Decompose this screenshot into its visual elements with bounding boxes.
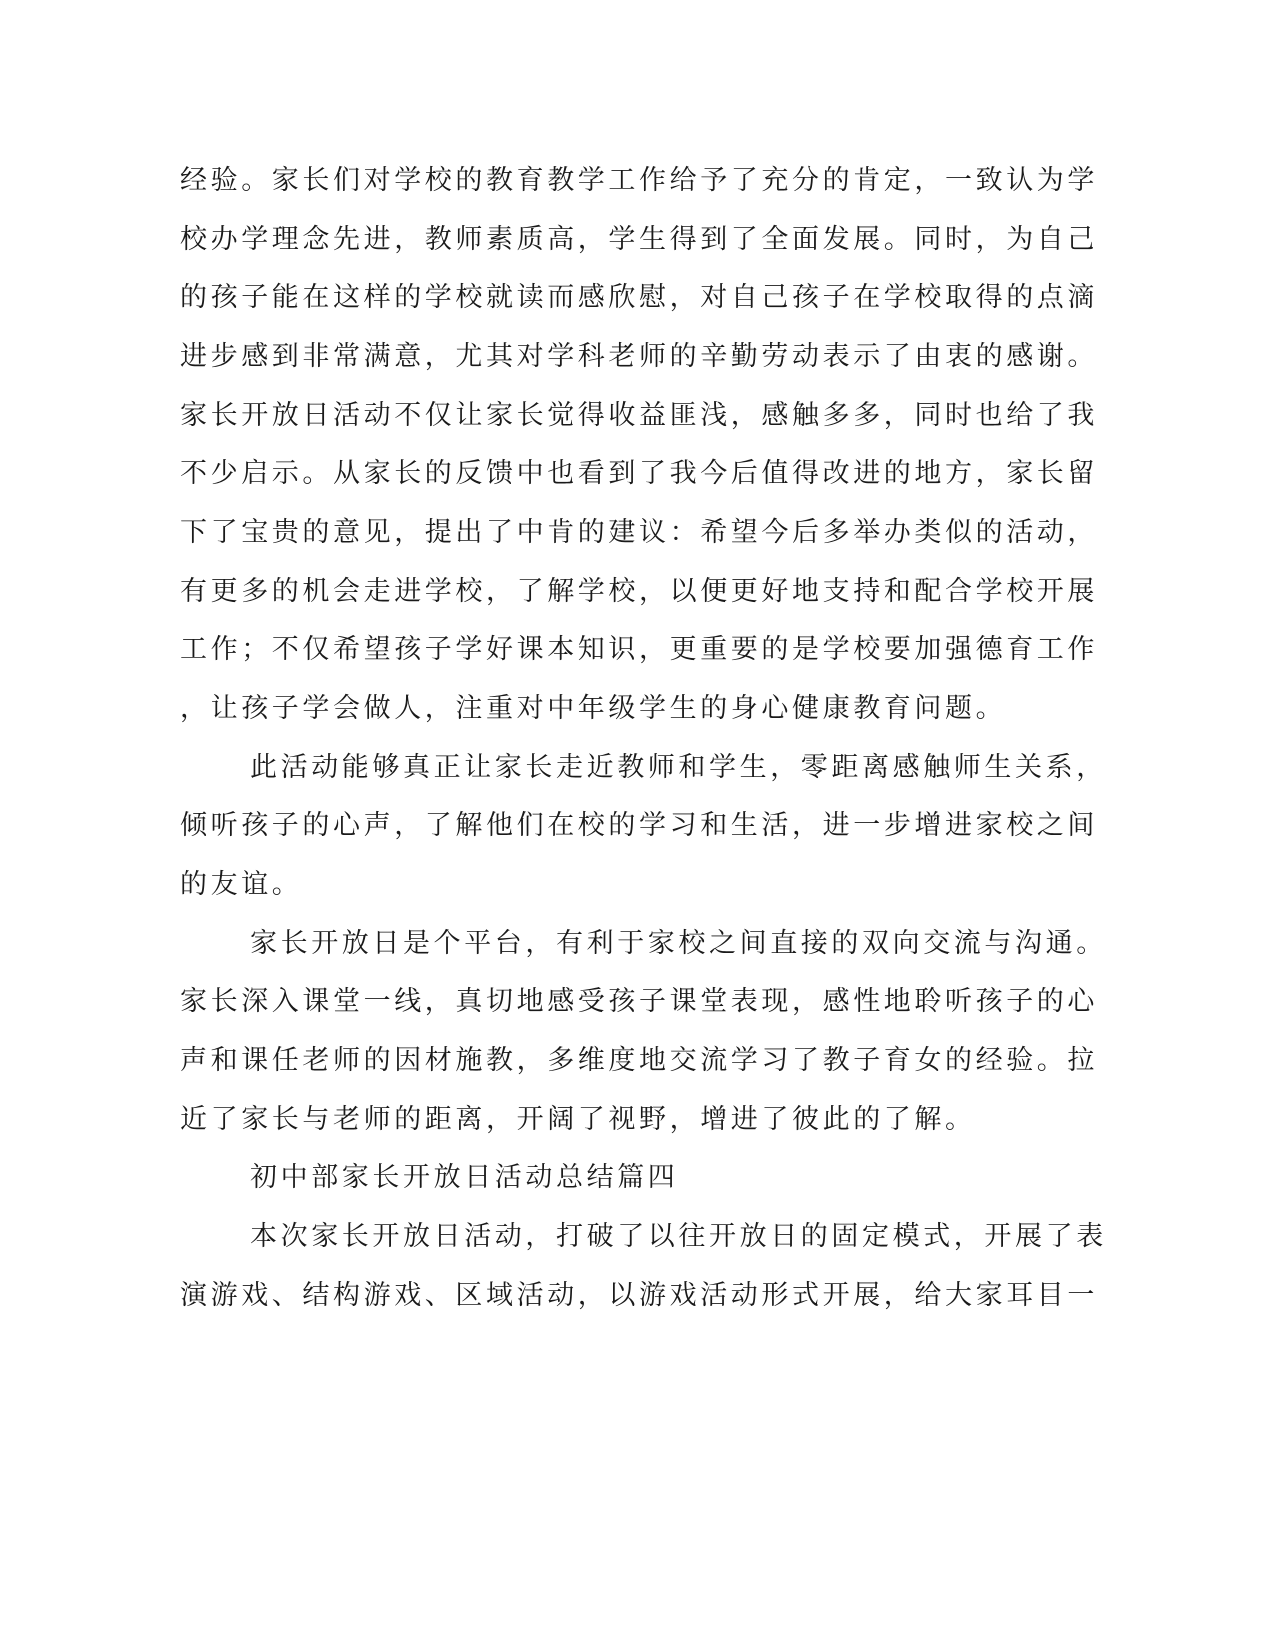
text-line: 家长开放日活动不仅让家长觉得收益匪浅，感触多多，同时也给了我 [180,400,1098,431]
text-line: 不少启示。从家长的反馈中也看到了我今后值得改进的地方，家长留 [180,458,1098,489]
paragraph-first-line: 家长开放日是个平台，有利于家校之间直接的双向交流与沟通。 [250,928,1107,959]
section-heading: 初中部家长开放日活动总结篇四 [250,1162,679,1193]
text-line: 工作；不仅希望孩子学好课本知识，更重要的是学校要加强德育工作 [180,634,1098,665]
text-line: 校办学理念先进，教师素质高，学生得到了全面发展。同时，为自己 [180,224,1098,255]
text-line: 有更多的机会走进学校，了解学校，以便更好地支持和配合学校开展 [180,576,1098,607]
text-line: 演游戏、结构游戏、区域活动，以游戏活动形式开展，给大家耳目一 [180,1280,1098,1311]
paragraph-first-line: 此活动能够真正让家长走近教师和学生，零距离感触师生关系， [250,752,1107,783]
text-line: 的友谊。 [180,869,303,900]
paragraph-first-line: 本次家长开放日活动，打破了以往开放日的固定模式，开展了表 [250,1221,1107,1252]
text-line: 倾听孩子的心声，了解他们在校的学习和生活，进一步增进家校之间 [180,810,1098,841]
text-line: 声和课任老师的因材施教，多维度地交流学习了教子育女的经验。拉 [180,1045,1098,1076]
text-line: 下了宝贵的意见，提出了中肯的建议：希望今后多举办类似的活动， [180,517,1098,548]
text-line: 近了家长与老师的距离，开阔了视野，增进了彼此的了解。 [180,1104,976,1135]
text-line: 的孩子能在这样的学校就读而感欣慰，对自己孩子在学校取得的点滴 [180,282,1098,313]
text-line: 经验。家长们对学校的教育教学工作给予了充分的肯定，一致认为学 [180,165,1098,196]
text-line: 家长深入课堂一线，真切地感受孩子课堂表现，感性地聆听孩子的心 [180,986,1098,1017]
text-line: 进步感到非常满意，尤其对学科老师的辛勤劳动表示了由衷的感谢。 [180,341,1098,372]
text-line: ，让孩子学会做人，注重对中年级学生的身心健康教育问题。 [180,693,1007,724]
